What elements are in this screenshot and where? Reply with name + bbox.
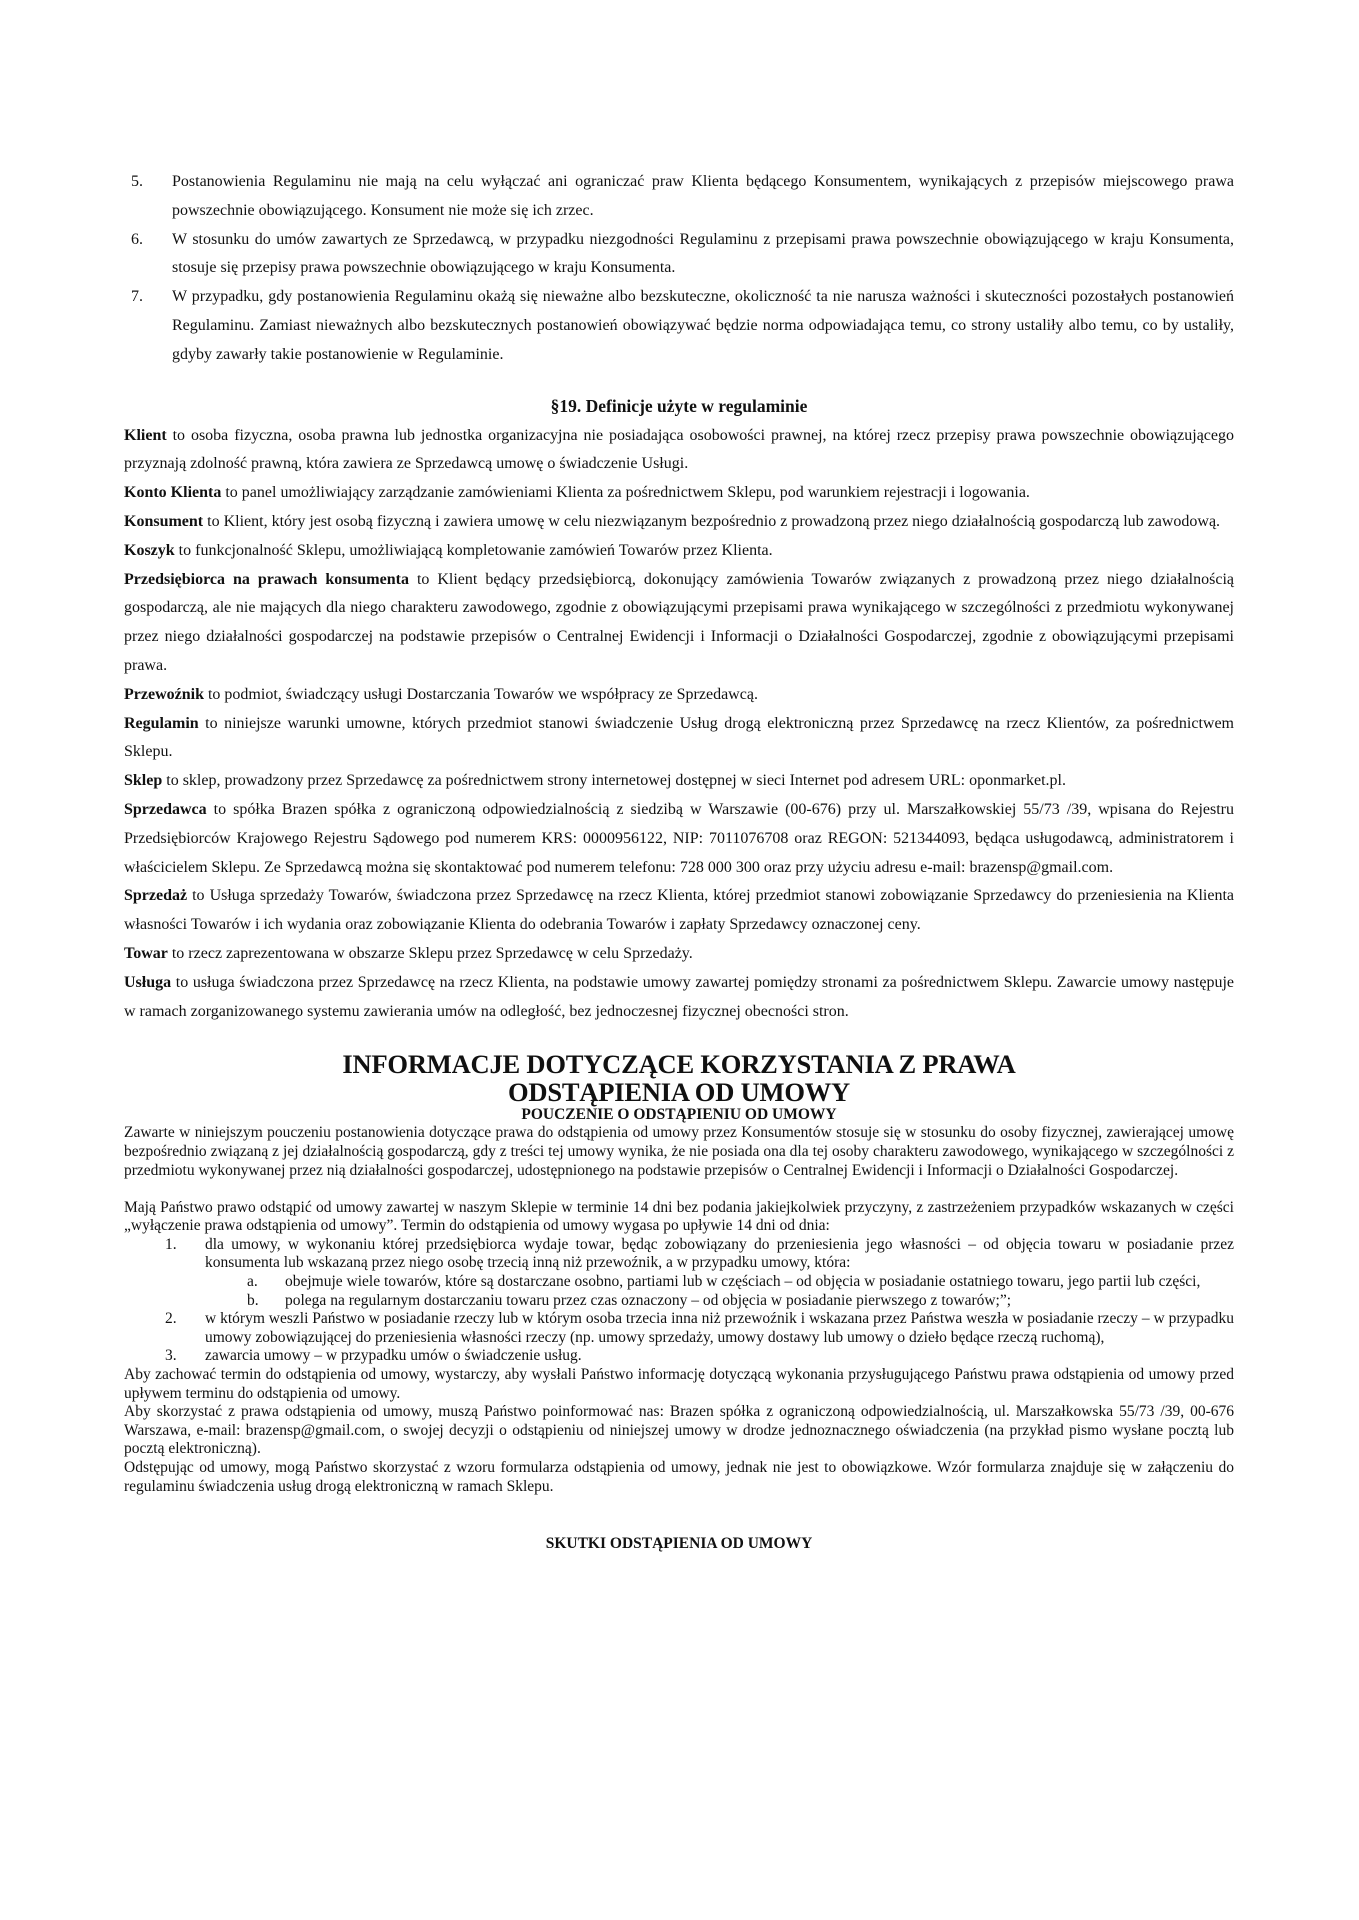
definition-term: Usługa bbox=[124, 973, 172, 991]
definition bbox=[124, 710, 1234, 768]
sub-list-letter: a. bbox=[247, 1273, 258, 1291]
definition-text: to sklep, prowadzony przez Sprzedawcę za pośrednictwem strony internetowej dostępnej w sieci Internet pod adresem URL: oponmarket.pl. bbox=[162, 772, 1066, 790]
sub-list-item bbox=[205, 1273, 1234, 1292]
definition-term: Sklep bbox=[124, 772, 163, 790]
list-text: zawarcia umowy – w przypadku umów o świadczenie usług. bbox=[205, 1347, 582, 1365]
sub-list bbox=[205, 1273, 1234, 1310]
list-item bbox=[124, 1310, 1234, 1347]
effects-heading: SKUTKI ODSTĄPIENIA OD UMOWY bbox=[545, 1535, 813, 1553]
list-item bbox=[124, 168, 1234, 226]
list-text: W stosunku do umów zawartych ze Sprzedawcą, w przypadku niezgodności Regulaminu z przepisami prawa powszechnie obowiązującego w kraju Konsumenta, stosuje się przepisy prawa powszechnie obowiązującego w kraju Konsumenta. bbox=[172, 230, 1234, 277]
form-paragraph: Odstępując od umowy, mogą Państwo skorzystać z wzoru formularza odstąpienia od umowy, jednak nie jest to obowiązkowe. Wzór formularza znajduje się w załączeniu do regulaminu świadczenia usług drogą elektroniczną w ramach Sklepu. bbox=[124, 1459, 1234, 1495]
definition-term: Koszyk bbox=[124, 541, 175, 559]
definition-text: to Usługa sprzedaży Towarów, świadczona przez Sprzedawcę na rzecz Klienta, której przedmiot stanowi zobowiązanie Sprzedawcy do przeniesienia na Klienta własności Towarów i ich wydania oraz zobowiązanie Klienta do odebrania Towarów i zapłaty Sprzedawcy oznaczonej ceny. bbox=[124, 887, 1234, 934]
spacer bbox=[124, 1180, 1234, 1199]
definition bbox=[124, 422, 1234, 480]
definition-text: to usługa świadczona przez Sprzedawcę na rzecz Klienta, na podstawie umowy zawartej pomiędzy stronami za pośrednictwem Sklepu. Zawarcie umowy następuje w ramach zorganizowanego systemu zawierania umów na odległość, bez jednoczesnej fizycznej obecności stron. bbox=[124, 973, 1234, 1020]
withdrawal-info bbox=[124, 1124, 1234, 1496]
deadline-list bbox=[124, 1236, 1234, 1366]
definition-text: to rzecz zaprezentowana w obszarze Sklepu przez Sprzedawcę w celu Sprzedaży. bbox=[167, 944, 693, 962]
intro-paragraph: Zawarte w niniejszym pouczeniu postanowienia dotyczące prawa do odstąpienia od umowy przez Konsumentów stosuje się w stosunku do osoby fizycznej, zawierającej umowę bezpośrednio związaną z jej działalnością gospodarczą, gdy z treści tej umowy wynika, że nie posiada ona dla tej osoby charakteru zawodowego, wynikającego w szczególności z przedmiotu wykonywanej przez nią działalności gospodarczej, udostępnionego na podstawie przepisów o Centralnej Ewidencji i Informacji o Działalności Gospodarczej. bbox=[124, 1124, 1234, 1179]
list-number: 5. bbox=[131, 173, 143, 190]
definition-term: Sprzedaż bbox=[124, 887, 188, 905]
definition-term: Przewoźnik bbox=[124, 685, 204, 703]
list-number: 7. bbox=[131, 288, 143, 306]
definition-text: to panel umożliwiający zarządzanie zamówieniami Klienta za pośrednictwem Sklepu, pod warunkiem rejestracji i logowania. bbox=[221, 484, 1030, 502]
definition bbox=[124, 537, 1234, 566]
withdrawal-heading-line-2: ODSTĄPIENIA OD UMOWY bbox=[507, 1077, 850, 1108]
definition-text: to Klient, który jest osobą fizyczną i zawiera umowę w celu niezwiązanym bezpośrednio z prowadzoną przez niego działalnością gospodarczą lub zawodową. bbox=[203, 512, 1221, 530]
definition-term: Regulamin bbox=[124, 714, 199, 732]
definition-text: to spółka Brazen spółka z ograniczoną odpowiedzialnością z siedzibą w Warszawie (00-676) przy ul. Marszałkowskiej 55/73 /39, wpisana do Rejestru Przedsiębiorców Krajowego Rejestru Sądowego pod numerem KRS: 0000956122, NIP: 7011076708 oraz REGON: 521344093, będąca usługodawcą, administratorem i właścicielem Sklepu. Ze Sprzedawcą można się skontaktować pod numerem telefonu: 728 000 300 oraz przy użyciu adresu e-mail: brazensp@gmail.com. bbox=[124, 800, 1234, 876]
list-item bbox=[124, 226, 1234, 284]
contact-paragraph: Aby skorzystać z prawa odstąpienia od umowy, muszą Państwo poinformować nas: Brazen spółka z ograniczoną odpowiedzialnością, ul. Marszałkowska 55/73 /39, 00-676 Warszawa, e-mail: brazensp@gmail.com, o swojej decyzji o odstąpieniu od niniejszej umowy w drodze jednoznacznego oświadczenia (na przykład pismo wysłane pocztą lub pocztą elektroniczną). bbox=[124, 1403, 1234, 1458]
definition-term: Przedsiębiorca na prawach konsumenta bbox=[124, 570, 409, 588]
list-text: Postanowienia Regulaminu nie mają na celu wyłączać ani ograniczać praw Klienta będącego Konsumentem, wynikających z przepisów miejscowego prawa powszechnie obowiązującego. Konsument nie może się ich zrzec. bbox=[172, 173, 1234, 219]
definition bbox=[124, 767, 1234, 796]
sub-list-text: obejmuje wiele towarów, które są dostarczane osobno, partiami lub w częściach – od objęcia w posiadanie ostatniego towaru, jego partii lub części, bbox=[285, 1273, 1201, 1291]
withdrawal-heading-line-1: INFORMACJE DOTYCZĄCE KORZYSTANIA Z PRAWA bbox=[342, 1049, 1016, 1080]
definition bbox=[124, 566, 1234, 681]
definition-term: Sprzedawca bbox=[124, 800, 207, 818]
deadline-paragraph: Aby zachować termin do odstąpienia od umowy, wystarczy, aby wysłali Państwo informację dotyczącą wykonania przysługującego Państwu prawa odstąpienia od umowy przed upływem terminu do odstąpienia od umowy. bbox=[124, 1366, 1234, 1402]
list-text: dla umowy, w wykonaniu której przedsiębiorca wydaje towar, będąc zobowiązany do przeniesienia jego własności – od objęcia towaru w posiadanie przez konsumenta lub wskazaną przez niego osobę trzecią inną niż przewoźnik, a w przypadku umowy, która: bbox=[205, 1235, 1234, 1272]
definition-text: to osoba fizyczna, osoba prawna lub jednostka organizacyjna nie posiadająca osobowości prawnej, na której rzecz przepisy prawa powszechnie obowiązującego przyznają zdolność prawną, która zawiera ze Sprzedawcą umowę o świadczenie Usługi. bbox=[124, 426, 1234, 473]
definition bbox=[124, 969, 1234, 1027]
definition-text: to Klient będący przedsiębiorcą, dokonujący zamówienia Towarów związanych z prowadzoną przez niego działalnością gospodarczą, ale nie mających dla niego charakteru zawodowego, zgodnie z obowiązującymi przepisami prawa wynikającego w szczególności z przedmiotu wykonywanej przez niego działalności gospodarczej na podstawie przepisów o Centralnej Ewidencji i Informacji o Działalności Gospodarczej, zgodnie z obowiązującymi przepisami prawa. bbox=[124, 570, 1234, 674]
definition-text: to niniejsze warunki umowne, których przedmiot stanowi świadczenie Usług drogą elektroniczną przez Sprzedawcę na rzecz Klientów, za pośrednictwem Sklepu. bbox=[124, 714, 1234, 761]
definition bbox=[124, 681, 1234, 710]
list-number: 2. bbox=[165, 1310, 177, 1328]
list-text: W przypadku, gdy postanowienia Regulaminu okażą się nieważne albo bezskuteczne, okoliczność ta nie narusza ważności i skuteczności pozostałych postanowień Regulaminu. Zamiast nieważnych albo bezskutecznych postanowień obowiązywać będzie norma odpowiadająca temu, co strony ustaliły albo temu, co by ustaliły, gdyby zawarły takie postanowienie w Regulaminie. bbox=[172, 288, 1234, 363]
list-number: 3. bbox=[165, 1347, 177, 1365]
list-number: 1. bbox=[165, 1235, 177, 1253]
definition-text: to podmiot, świadczący usługi Dostarczania Towarów we współpracy ze Sprzedawcą. bbox=[203, 685, 758, 703]
definition bbox=[124, 882, 1234, 940]
definition-term: Konto Klienta bbox=[124, 484, 222, 502]
withdrawal-subheading: POUCZENIE O ODSTĄPIENIU OD UMOWY bbox=[521, 1106, 837, 1124]
document-page bbox=[124, 168, 1234, 1554]
closing-provisions-list bbox=[124, 168, 1234, 370]
definition-text: to funkcjonalność Sklepu, umożliwiającą kompletowanie zamówień Towarów przez Klienta. bbox=[174, 541, 773, 559]
section-19-title: §19. Definicje użyte w regulaminie bbox=[550, 395, 808, 416]
sub-list-letter: b. bbox=[247, 1291, 259, 1309]
definition bbox=[124, 940, 1234, 969]
withdrawal-heading bbox=[124, 1050, 1234, 1106]
definition bbox=[124, 508, 1234, 537]
definition-term: Konsument bbox=[124, 512, 204, 530]
list-item bbox=[124, 283, 1234, 369]
sub-list-item bbox=[205, 1292, 1234, 1311]
definition-term: Towar bbox=[124, 944, 168, 962]
list-text: w którym weszli Państwo w posiadanie rzeczy lub w którym osoba trzecia inna niż przewoźnik i wskazana przez Państwa weszła w posiadanie rzeczy – w przypadku umowy zobowiązującej do przeniesienia własności rzeczy (np. umowy sprzedaży, umowy dostawy lub umowy o dzieło będące rzeczą ruchomą), bbox=[205, 1310, 1234, 1346]
right-paragraph: Mają Państwo prawo odstąpić od umowy zawartej w naszym Sklepie w terminie 14 dni bez podania jakiejkolwiek przyczyny, z zastrzeżeniem przypadków wskazanych w części „wyłączenie prawa odstąpienia od umowy”. Termin do odstąpienia od umowy wygasa po upływie 14 dni od dnia: bbox=[124, 1198, 1234, 1235]
definition bbox=[124, 479, 1234, 508]
sub-list-text: polega na regularnym dostarczaniu towaru przez czas oznaczony – od objęcia w posiadanie pierwszego z towarów;”; bbox=[285, 1291, 1012, 1309]
list-number: 6. bbox=[131, 230, 143, 248]
definition-term: Klient bbox=[124, 426, 167, 444]
list-item bbox=[124, 1236, 1234, 1310]
definition bbox=[124, 796, 1234, 882]
definitions-list bbox=[124, 422, 1234, 1027]
list-item bbox=[124, 1347, 1234, 1366]
